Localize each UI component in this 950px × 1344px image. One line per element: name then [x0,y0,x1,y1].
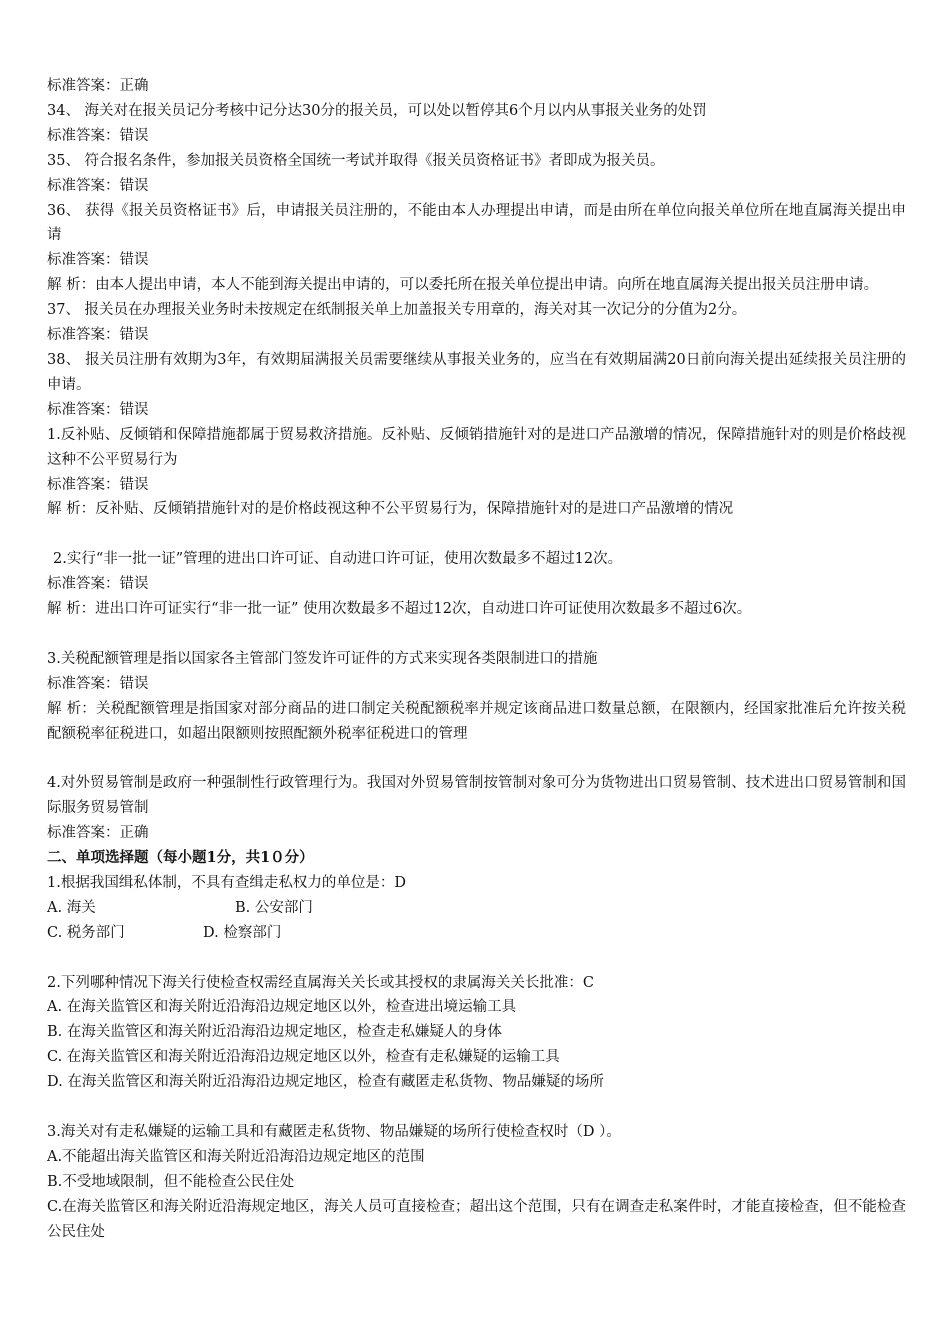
tf3-answer: 标准答案：错误 [47,675,149,692]
mc1-options-row1 [47,896,906,921]
q38-text: 38、 报关员注册有效期为3年，有效期届满报关员需要继续从事报关业务的，应当在有效期届满20日前向海关提出延续报关员注册的申请。 [47,351,906,393]
mc3-option-b: B.不受地域限制，但不能检查公民住处 [47,1173,295,1190]
q36-text: 36、 获得《报关员资格证书》后，申请报关员注册的，不能由本人办理提出申请，而是由所在单位向报关单位所在地直属海关提出申请 [47,202,906,244]
tf3-analysis: 解 析：关税配额管理是指国家对部分商品的进口制定关税配额税率并规定该商品进口数量总额，在限额内，经国家批准后允许按关税配额税率征税进口，如超出限额则按照配额外税率征税进口的管理 [47,700,906,742]
spacer [47,1095,906,1120]
tf4-answer: 标准答案：正确 [47,825,149,842]
spacer [47,946,906,971]
q33-answer: 标准答案：正确 [47,78,149,94]
section-heading: 二、单项选择题（每小题1分，共1０分） [47,849,314,867]
mc1-question: 1.根据我国缉私体制，不具有查缉走私权力的单位是：D [47,874,406,891]
tf3-text: 3.关税配额管理是指以国家各主管部门签发许可证件的方式来实现各类限制进口的措施 [47,650,598,667]
mc2-option-c: C. 在海关监管区和海关附近沿海沿边规定地区以外，检查有走私嫌疑的运输工具 [47,1049,560,1066]
tf2-text: 2.实行“非一批一证”管理的进出口许可证、自动进口许可证，使用次数最多不超过12次。 [53,551,623,568]
tf2-answer: 标准答案：错误 [47,576,149,593]
tf1-text: 1.反补贴、反倾销和保障措施都属于贸易救济措施。反补贴、反倾销措施针对的是进口产品激增的情况，保障措施针对的则是价格歧视这种不公平贸易行为 [47,426,906,468]
q36-analysis: 解 析：由本人提出申请，本人不能到海关提出申请的，可以委托所在报关单位提出申请。向所在地直属海关提出报关员注册申请。 [47,277,879,294]
mc1-options-row2 [47,921,906,946]
mc3-question: 3.海关对有走私嫌疑的运输工具和有藏匿走私货物、物品嫌疑的场所行使检查权时（D ）。 [47,1123,621,1140]
q36-answer: 标准答案：错误 [47,252,149,269]
tf2-analysis: 解 析：进出口许可证实行“非一批一证” 使用次数最多不超过12次，自动进口许可证使用次数最多不超过6次。 [47,601,752,618]
q34-answer: 标准答案：错误 [47,127,149,144]
mc2-option-b: B. 在海关监管区和海关附近沿海沿边规定地区，检查走私嫌疑人的身体 [47,1024,502,1041]
mc3-option-c: C.在海关监管区和海关附近沿海规定地区，海关人员可直接检查；超出这个范围，只有在调查走私案件时，才能直接检查，但不能检查公民住处 [47,1198,906,1240]
mc3-option-a: A.不能超出海关监管区和海关附近沿海沿边规定地区的范围 [47,1148,425,1165]
mc1-option-d: D. 检察部门 [203,924,282,941]
mc2-option-a: A. 在海关监管区和海关附近沿海沿边规定地区以外，检查进出境运输工具 [47,999,517,1016]
mc1-option-c: C. 税务部门 [47,924,125,941]
q34-text: 34、 海关对在报关员记分考核中记分达30分的报关员，可以处以暂停其6个月以内从事报关业务的处罚 [47,102,707,119]
q35-text: 35、 符合报名条件，参加报关员资格全国统一考试并取得《报关员资格证书》者即成为报关员。 [47,152,665,169]
tf1-answer: 标准答案：错误 [47,476,149,493]
spacer [47,622,906,647]
spacer [47,522,906,547]
q37-text: 37、 报关员在办理报关业务时未按规定在纸制报关单上加盖报关专用章的，海关对其一次记分的分值为2分。 [47,302,747,319]
mc1-option-a: A. 海关 [47,899,96,916]
q37-answer: 标准答案：错误 [47,327,149,344]
mc2-question: 2.下列哪种情况下海关行使检查权需经直属海关关长或其授权的隶属海关关长批准：C [47,974,594,991]
q35-answer: 标准答案：错误 [47,177,149,194]
tf4-text: 4.对外贸易管制是政府一种强制性行政管理行为。我国对外贸易管制按管制对象可分为货物进出口贸易管制、技术进出口贸易管制和国际服务贸易管制 [47,775,906,817]
mc1-option-b: B. 公安部门 [235,899,313,916]
q38-answer: 标准答案：错误 [47,401,149,418]
spacer [47,746,906,771]
mc2-option-d: D. 在海关监管区和海关附近沿海沿边规定地区，检查有藏匿走私货物、物品嫌疑的场所 [47,1074,604,1091]
tf1-analysis: 解 析：反补贴、反倾销措施针对的是价格歧视这种不公平贸易行为，保障措施针对的是进口产品激增的情况 [47,501,734,518]
